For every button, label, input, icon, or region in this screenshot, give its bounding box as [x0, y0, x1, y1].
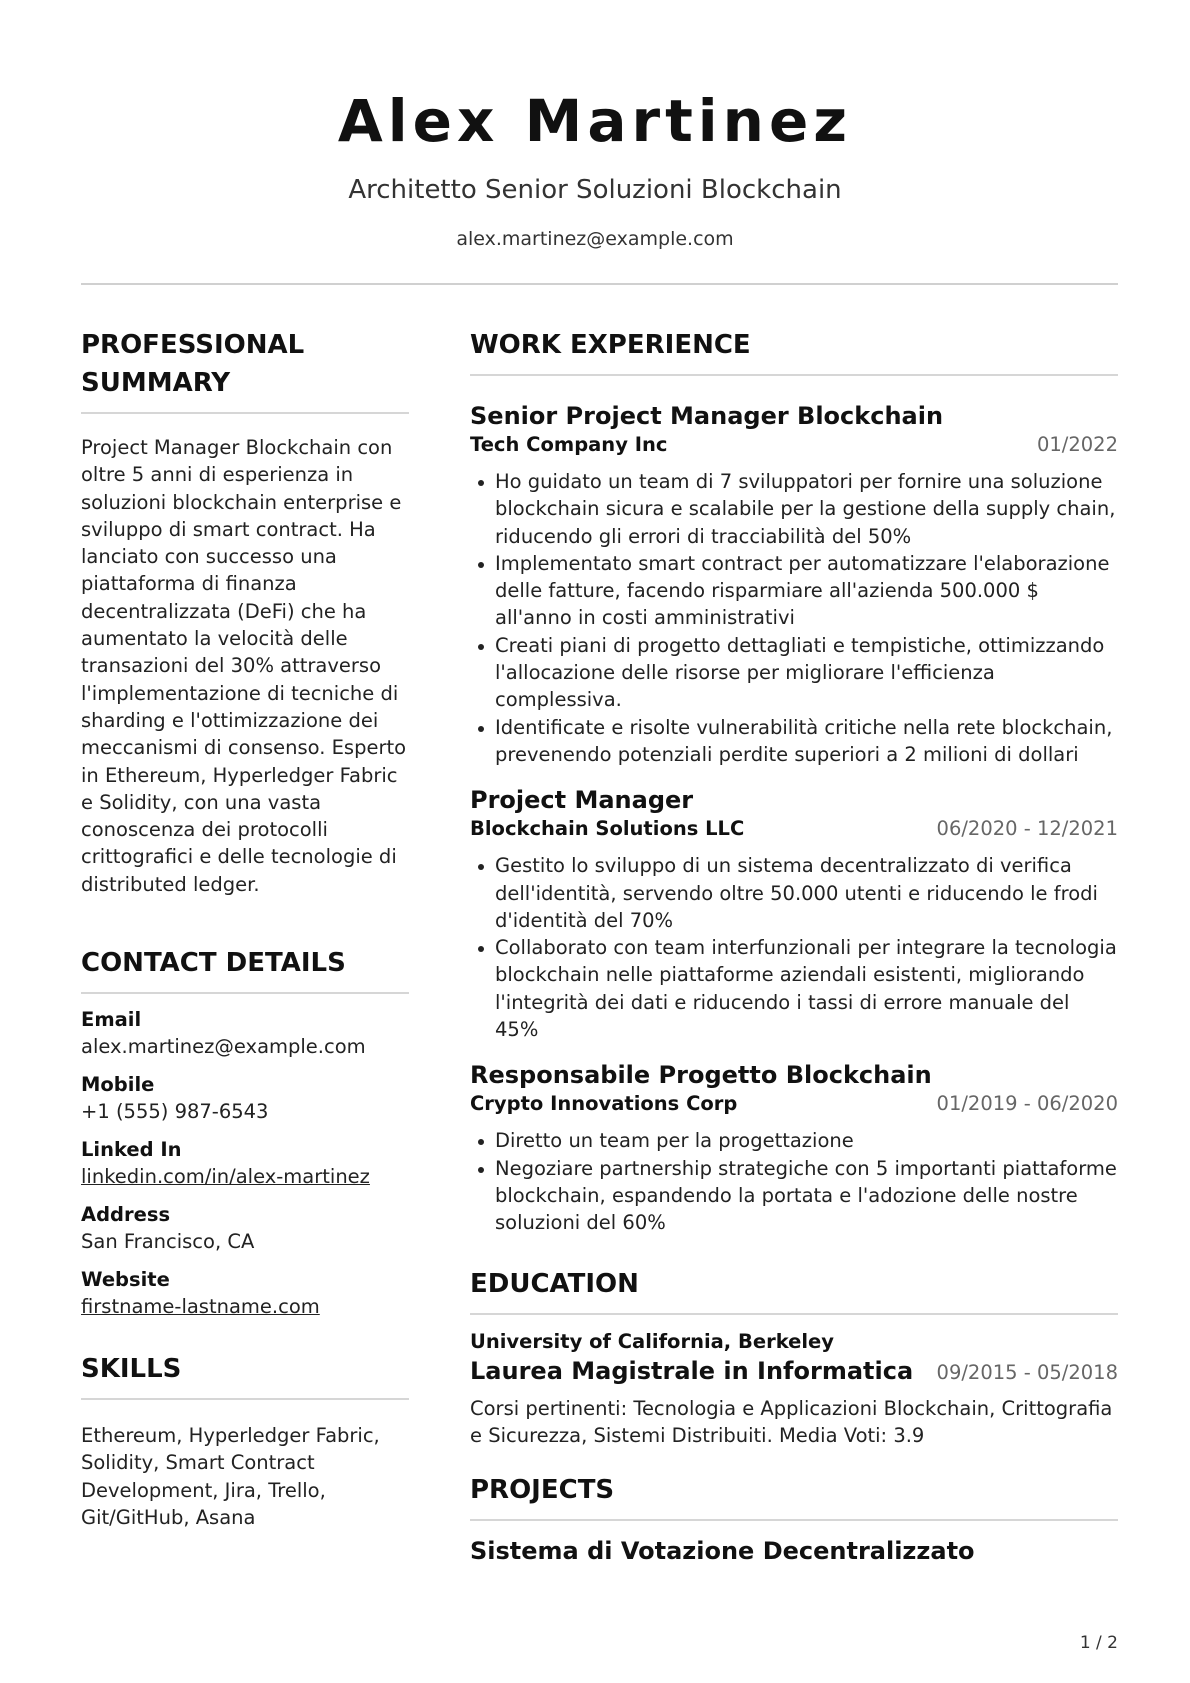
job-bullet: Diretto un team per la progettazione [495, 1127, 1118, 1154]
contact-label-email: Email [81, 1008, 142, 1032]
education-meta [470, 1355, 1118, 1387]
job-entry [470, 400, 1118, 768]
header-email: alex.martinez@example.com [456, 228, 734, 250]
experience-section [470, 326, 1118, 1237]
page-number: 1 / 2 [1079, 1633, 1118, 1653]
contact-label-linkedin: Linked In [81, 1138, 182, 1162]
contact-label-mobile: Mobile [81, 1073, 155, 1097]
section-divider [470, 1519, 1118, 1521]
job-meta [470, 432, 1118, 458]
left-column [81, 326, 409, 1531]
summary-text: Project Manager Blockchain con oltre 5 anni di esperienza in soluzioni blockchain enterprise e sviluppo di smart contract. Ha lanciato con successo una piattaforma di finanza decentralizzata (DeFi) che ha aumentato la velocità delle transazioni del 30% attraverso l'implementazione di tecniche di sharding e l'ottimizzazione dei meccanismi di consenso. Esperto in Ethereum, Hyperledger Fabric e Solidity, con una vasta conoscenza dei protocolli crittografici e delle tecnologie di distributed ledger. [81, 436, 407, 896]
job-entry [470, 784, 1118, 1043]
job-date: 06/2020 - 12/2021 [936, 817, 1118, 841]
section-divider [470, 1313, 1118, 1315]
education-degree: Laurea Magistrale in Informatica [470, 1356, 914, 1385]
job-bullets [470, 1127, 1118, 1236]
contact-list [81, 1006, 409, 1320]
linkedin-link[interactable]: linkedin.com/in/alex-martinez [81, 1165, 370, 1189]
job-bullets [470, 468, 1118, 768]
education-description: Corsi pertinenti: Tecnologia e Applicazioni Blockchain, Crittografia e Sicurezza, Sistemi Distribuiti. Media Voti: 3.9 [470, 1396, 1113, 1447]
contact-value-email: alex.martinez@example.com [81, 1035, 366, 1059]
summary-section [81, 326, 409, 898]
job-bullet: Gestito lo sviluppo di un sistema decentralizzato di verifica dell'identità, servendo oltre 50.000 utenti e riducendo le frodi d'identità del 70% [495, 852, 1118, 934]
projects-section [470, 1471, 1118, 1567]
summary-heading: PROFESSIONAL SUMMARY [81, 330, 305, 398]
contact-heading: CONTACT DETAILS [81, 948, 346, 979]
job-entry [470, 1059, 1118, 1236]
job-title: Project Manager [470, 786, 694, 815]
job-date: 01/2019 - 06/2020 [936, 1092, 1118, 1116]
job-company: Crypto Innovations Corp [470, 1092, 738, 1116]
right-column [470, 326, 1118, 1567]
job-bullet: Ho guidato un team di 7 sviluppatori per fornire una soluzione blockchain sicura e scalabile per la gestione della supply chain, riducendo gli errori di tracciabilità del 50% [495, 468, 1118, 550]
section-divider [81, 992, 409, 994]
job-bullet: Collaborato con team interfunzionali per integrare la tecnologia blockchain nelle piattaforme aziendali esistenti, migliorando l'integrità dei dati e riducendo i tassi di errore manuale del 45% [495, 934, 1118, 1043]
job-bullet: Creati piani di progetto dettagliati e tempistiche, ottimizzando l'allocazione delle risorse per migliorare l'efficienza complessiva. [495, 632, 1118, 714]
header-divider [81, 283, 1118, 285]
job-bullet: Negoziare partnership strategiche con 5 importanti piattaforme blockchain, espandendo la portata e l'adozione delle nostre soluzioni del 60% [495, 1155, 1118, 1237]
job-meta [470, 1091, 1118, 1117]
contact-value-address: San Francisco, CA [81, 1230, 255, 1254]
skills-heading: SKILLS [81, 1354, 182, 1385]
job-date: 01/2022 [1036, 433, 1118, 456]
education-date: 09/2015 - 05/2018 [936, 1360, 1118, 1384]
job-company: Tech Company Inc [470, 433, 668, 456]
job-bullet: Implementato smart contract per automatizzare l'elaborazione delle fatture, facendo risparmiare all'azienda 500.000 $ all'anno in costi amministrativi [495, 550, 1118, 632]
candidate-name: Alex Martinez [337, 87, 853, 155]
job-title: Senior Project Manager Blockchain [470, 402, 944, 430]
job-company: Blockchain Solutions LLC [470, 817, 745, 841]
job-meta [470, 816, 1118, 842]
job-title: Responsabile Progetto Blockchain [470, 1061, 932, 1090]
contact-label-address: Address [81, 1203, 171, 1227]
section-divider [470, 374, 1118, 376]
projects-heading: PROJECTS [470, 1475, 615, 1506]
skills-text: Ethereum, Hyperledger Fabric, Solidity, Smart Contract Development, Jira, Trello, Git/GitHub, Asana [81, 1424, 380, 1529]
job-bullets [470, 852, 1118, 1043]
website-link[interactable]: firstname-lastname.com [81, 1295, 320, 1319]
education-section [470, 1265, 1118, 1450]
education-heading: EDUCATION [470, 1268, 639, 1299]
contact-value-mobile: +1 (555) 987-6543 [81, 1100, 269, 1124]
section-divider [81, 412, 409, 414]
experience-heading: WORK EXPERIENCE [470, 330, 751, 360]
skills-section [81, 1350, 409, 1531]
job-bullet: Identificate e risolte vulnerabilità critiche nella rete blockchain, prevenendo potenziali perdite superiori a 2 milioni di dollari [495, 714, 1118, 769]
section-divider [81, 1398, 409, 1400]
project-title: Sistema di Votazione Decentralizzato [470, 1537, 975, 1566]
candidate-title: Architetto Senior Soluzioni Blockchain [348, 175, 842, 205]
education-school: University of California, Berkeley [470, 1329, 834, 1353]
contact-section [81, 944, 409, 1320]
resume-header [0, 0, 1190, 252]
contact-label-website: Website [81, 1268, 170, 1292]
